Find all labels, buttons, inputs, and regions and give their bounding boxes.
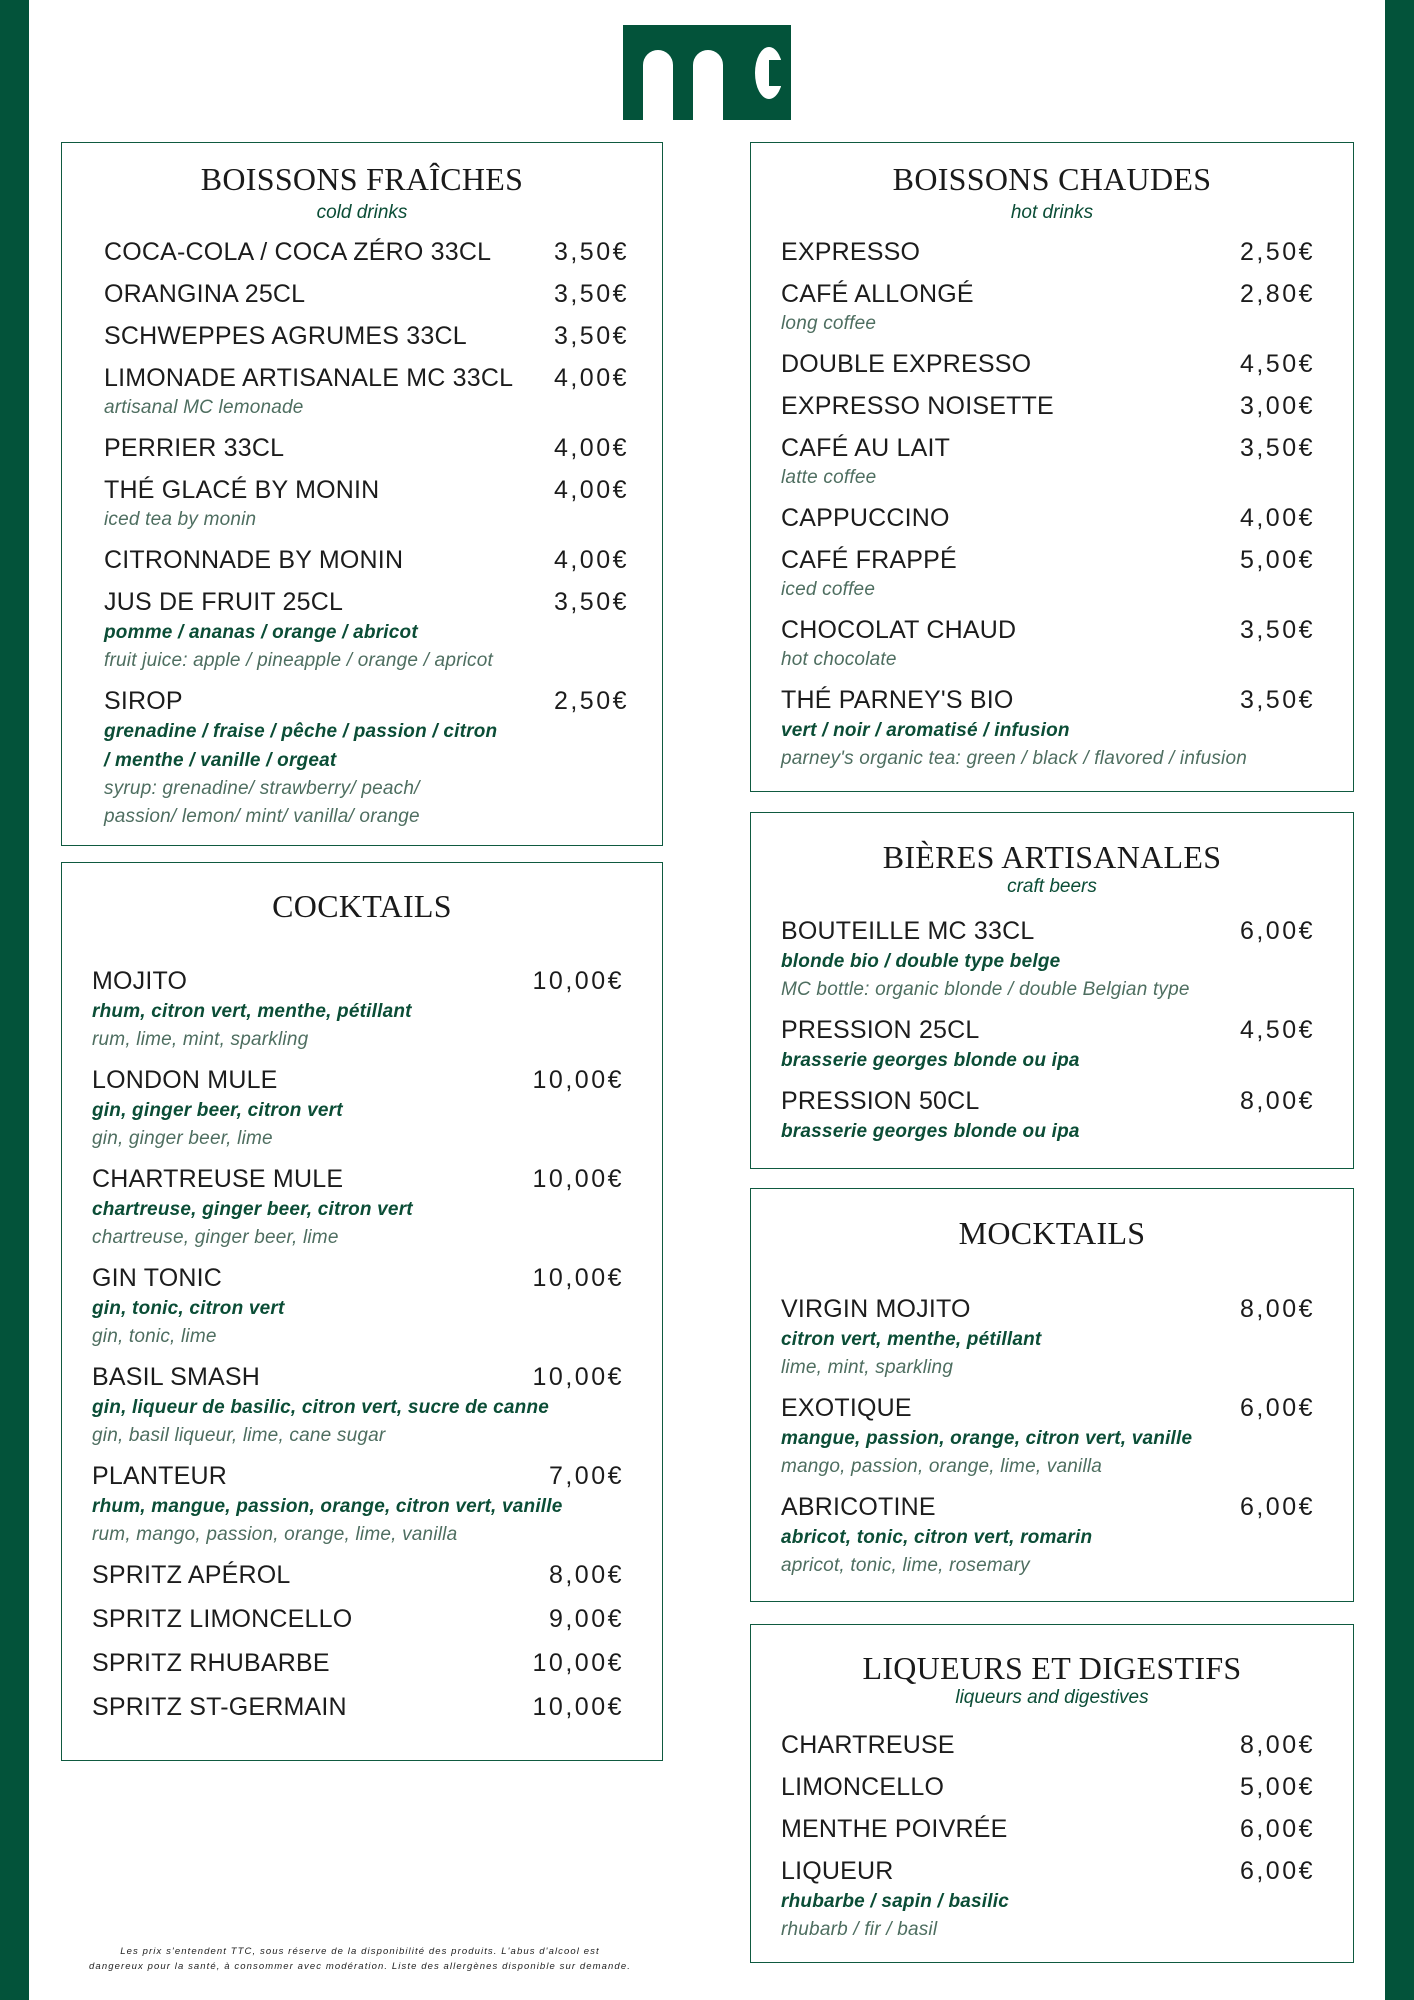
item-name: ORANGINA 25CL bbox=[104, 280, 306, 308]
menu-item bbox=[92, 1361, 624, 1450]
item-name: ABRICOTINE bbox=[781, 1493, 936, 1521]
item-price: 3,50€ bbox=[1239, 616, 1315, 644]
item-translation: iced tea by monin bbox=[104, 509, 257, 530]
item-ingredients: vert / noir / aromatisé / infusion bbox=[781, 720, 1070, 741]
item-translation: rum, lime, mint, sparkling bbox=[92, 1029, 309, 1050]
section-subtitle: cold drinks bbox=[316, 202, 408, 223]
item-price: 2,80€ bbox=[1239, 280, 1315, 308]
item-price: 3,50€ bbox=[1239, 434, 1315, 462]
menu-item bbox=[781, 1729, 1315, 1761]
menu-item bbox=[781, 614, 1315, 674]
menu-item bbox=[92, 1647, 624, 1679]
item-price: 3,50€ bbox=[553, 238, 629, 266]
item-name: PERRIER 33CL bbox=[104, 434, 285, 462]
menu-item bbox=[104, 278, 629, 310]
item-price: 4,00€ bbox=[553, 476, 629, 504]
item-price: 4,50€ bbox=[1239, 1016, 1315, 1044]
item-price: 3,00€ bbox=[1239, 392, 1315, 420]
menu-item bbox=[104, 474, 629, 534]
section-subtitle: hot drinks bbox=[1010, 202, 1094, 223]
item-translation: rum, mango, passion, orange, lime, vanilla bbox=[92, 1524, 458, 1545]
item-ingredients: gin, ginger beer, citron vert bbox=[92, 1100, 343, 1121]
section-cocktails bbox=[61, 862, 663, 1761]
item-translation: hot chocolate bbox=[781, 649, 897, 670]
section-craft-beers bbox=[750, 812, 1354, 1169]
footer-line: Les prix s'entendent TTC, sous réserve de la disponibilité des produits. L'abus d'alcool est bbox=[120, 1946, 600, 1957]
item-price: 8,00€ bbox=[548, 1561, 624, 1589]
item-price: 3,50€ bbox=[553, 588, 629, 616]
section-title: BIÈRES ARTISANALES bbox=[882, 839, 1222, 875]
item-name: SPRITZ RHUBARBE bbox=[92, 1649, 330, 1677]
item-name: EXPRESSO NOISETTE bbox=[781, 392, 1054, 420]
item-translation: fruit juice: apple / pineapple / orange / apricot bbox=[104, 650, 493, 671]
item-name: CHARTREUSE MULE bbox=[92, 1165, 344, 1193]
item-price: 3,50€ bbox=[553, 280, 629, 308]
item-name: PLANTEUR bbox=[92, 1462, 227, 1490]
item-name: EXPRESSO bbox=[781, 238, 921, 266]
menu-item bbox=[104, 236, 629, 268]
item-price: 2,50€ bbox=[553, 687, 629, 715]
section-title: COCKTAILS bbox=[272, 888, 452, 924]
menu-item bbox=[92, 1163, 624, 1252]
footer-line: dangereux pour la santé, à consommer avec modération. Liste des allergènes disponible sur demande. bbox=[89, 1961, 631, 1972]
item-ingredients: rhum, citron vert, menthe, pétillant bbox=[92, 1001, 412, 1022]
item-name: SIROP bbox=[104, 687, 183, 715]
item-name: VIRGIN MOJITO bbox=[781, 1295, 971, 1323]
item-name: BOUTEILLE MC 33CL bbox=[781, 917, 1035, 945]
item-translation: long coffee bbox=[781, 313, 877, 334]
menu-item bbox=[781, 1085, 1315, 1146]
section-title: MOCKTAILS bbox=[958, 1215, 1146, 1251]
item-ingredients: grenadine / fraise / pêche / passion / citron bbox=[104, 721, 498, 742]
item-price: 8,00€ bbox=[1239, 1087, 1315, 1115]
item-name: MENTHE POIVRÉE bbox=[781, 1815, 1008, 1843]
mc-logo bbox=[623, 25, 791, 120]
menu-item bbox=[781, 390, 1315, 422]
section-subtitle: liqueurs and digestives bbox=[955, 1687, 1149, 1708]
section-title: BOISSONS CHAUDES bbox=[892, 161, 1212, 197]
item-name: CHOCOLAT CHAUD bbox=[781, 616, 1017, 644]
item-price: 10,00€ bbox=[532, 1693, 624, 1721]
item-price: 6,00€ bbox=[1239, 917, 1315, 945]
item-name: CAFÉ AU LAIT bbox=[781, 434, 951, 462]
section-hot-drinks bbox=[750, 142, 1354, 792]
menu-item bbox=[781, 432, 1315, 492]
item-translation: apricot, tonic, lime, rosemary bbox=[781, 1555, 1030, 1576]
item-ingredients: gin, tonic, citron vert bbox=[92, 1298, 285, 1319]
item-translation: syrup: grenadine/ strawberry/ peach/ bbox=[104, 778, 420, 799]
section-title: LIQUEURS ET DIGESTIFS bbox=[862, 1650, 1242, 1686]
item-ingredients: mangue, passion, orange, citron vert, vanille bbox=[781, 1428, 1193, 1449]
item-ingredients: blonde bio / double type belge bbox=[781, 951, 1061, 972]
left-border-bar bbox=[0, 0, 29, 2000]
item-price: 6,00€ bbox=[1239, 1394, 1315, 1422]
item-name: LIMONCELLO bbox=[781, 1773, 945, 1801]
menu-item bbox=[92, 1262, 624, 1351]
section-cold-drinks bbox=[61, 142, 663, 846]
item-ingredients: rhubarbe / sapin / basilic bbox=[781, 1891, 1009, 1912]
item-price: 4,00€ bbox=[553, 546, 629, 574]
menu-item bbox=[104, 586, 629, 675]
menu-item bbox=[92, 1064, 624, 1153]
item-price: 4,00€ bbox=[553, 434, 629, 462]
item-name: PRESSION 50CL bbox=[781, 1087, 980, 1115]
item-name: LIQUEUR bbox=[781, 1857, 894, 1885]
menu-item bbox=[781, 1855, 1315, 1944]
item-name: THÉ GLACÉ BY MONIN bbox=[104, 476, 380, 504]
item-translation: passion/ lemon/ mint/ vanilla/ orange bbox=[104, 806, 420, 827]
item-price: 10,00€ bbox=[532, 1363, 624, 1391]
item-price: 4,00€ bbox=[1239, 504, 1315, 532]
item-name: SPRITZ LIMONCELLO bbox=[92, 1605, 353, 1633]
menu-item bbox=[104, 685, 629, 831]
item-translation: artisanal MC lemonade bbox=[104, 397, 304, 418]
item-ingredients: / menthe / vanille / orgeat bbox=[104, 750, 337, 771]
item-price: 3,50€ bbox=[553, 322, 629, 350]
menu-item bbox=[104, 362, 629, 422]
menu-item bbox=[781, 278, 1315, 338]
item-translation: lime, mint, sparkling bbox=[781, 1357, 954, 1378]
item-name: CAPPUCCINO bbox=[781, 504, 950, 532]
item-ingredients: gin, liqueur de basilic, citron vert, sucre de canne bbox=[92, 1397, 550, 1418]
item-price: 4,50€ bbox=[1239, 350, 1315, 378]
item-name: SPRITZ ST-GERMAIN bbox=[92, 1693, 347, 1721]
right-border-bar bbox=[1385, 0, 1414, 2000]
item-price: 6,00€ bbox=[1239, 1493, 1315, 1521]
item-price: 6,00€ bbox=[1239, 1857, 1315, 1885]
item-translation: iced coffee bbox=[781, 579, 876, 600]
item-translation: gin, ginger beer, lime bbox=[92, 1128, 273, 1149]
item-name: CAFÉ FRAPPÉ bbox=[781, 546, 957, 574]
item-name: SPRITZ APÉROL bbox=[92, 1561, 291, 1589]
menu-item bbox=[781, 1491, 1315, 1580]
menu-item bbox=[92, 965, 624, 1054]
item-ingredients: chartreuse, ginger beer, citron vert bbox=[92, 1199, 413, 1220]
item-translation: parney's organic tea: green / black / flavored / infusion bbox=[781, 748, 1248, 769]
item-name: LONDON MULE bbox=[92, 1066, 278, 1094]
item-price: 8,00€ bbox=[1239, 1295, 1315, 1323]
menu-item bbox=[781, 1771, 1315, 1803]
menu-item bbox=[92, 1691, 624, 1723]
item-translation: mango, passion, orange, lime, vanilla bbox=[781, 1456, 1103, 1477]
section-title: BOISSONS FRAÎCHES bbox=[200, 161, 524, 197]
menu-item bbox=[781, 502, 1315, 534]
item-translation: rhubarb / fir / basil bbox=[781, 1919, 938, 1940]
item-price: 2,50€ bbox=[1239, 238, 1315, 266]
item-price: 3,50€ bbox=[1239, 686, 1315, 714]
menu-item bbox=[104, 544, 629, 576]
menu-item bbox=[781, 544, 1315, 604]
item-price: 10,00€ bbox=[532, 1066, 624, 1094]
item-name: SCHWEPPES AGRUMES 33CL bbox=[104, 322, 467, 350]
item-name: JUS DE FRUIT 25CL bbox=[104, 588, 344, 616]
section-liqueurs bbox=[750, 1624, 1354, 1963]
menu-item bbox=[781, 915, 1315, 1004]
menu-item bbox=[104, 320, 629, 352]
item-ingredients: brasserie georges blonde ou ipa bbox=[781, 1050, 1080, 1071]
menu-item bbox=[781, 348, 1315, 380]
menu-item bbox=[781, 1813, 1315, 1845]
item-translation: gin, basil liqueur, lime, cane sugar bbox=[92, 1425, 386, 1446]
item-ingredients: pomme / ananas / orange / abricot bbox=[104, 622, 418, 643]
item-price: 10,00€ bbox=[532, 1649, 624, 1677]
item-price: 10,00€ bbox=[532, 967, 624, 995]
menu-item bbox=[781, 1392, 1315, 1481]
menu-item bbox=[92, 1460, 624, 1549]
section-subtitle: craft beers bbox=[1007, 876, 1097, 897]
menu-item bbox=[781, 1014, 1315, 1075]
item-name: DOUBLE EXPRESSO bbox=[781, 350, 1032, 378]
menu-item bbox=[781, 236, 1315, 268]
section-mocktails bbox=[750, 1188, 1354, 1602]
item-name: THÉ PARNEY'S BIO bbox=[781, 686, 1014, 714]
menu-item bbox=[781, 684, 1315, 773]
item-name: CITRONNADE BY MONIN bbox=[104, 546, 404, 574]
menu-item bbox=[92, 1603, 624, 1635]
menu-item bbox=[781, 1293, 1315, 1382]
item-price: 10,00€ bbox=[532, 1264, 624, 1292]
item-price: 5,00€ bbox=[1239, 1773, 1315, 1801]
item-ingredients: abricot, tonic, citron vert, romarin bbox=[781, 1527, 1093, 1548]
item-price: 5,00€ bbox=[1239, 546, 1315, 574]
item-price: 9,00€ bbox=[548, 1605, 624, 1633]
menu-item bbox=[92, 1559, 624, 1591]
item-price: 6,00€ bbox=[1239, 1815, 1315, 1843]
item-name: BASIL SMASH bbox=[92, 1363, 260, 1391]
item-name: PRESSION 25CL bbox=[781, 1016, 980, 1044]
item-price: 7,00€ bbox=[548, 1462, 624, 1490]
item-translation: MC bottle: organic blonde / double Belgian type bbox=[781, 979, 1190, 1000]
legal-footer bbox=[50, 1944, 670, 1974]
item-name: CHARTREUSE bbox=[781, 1731, 955, 1759]
item-name: COCA-COLA / COCA ZÉRO 33CL bbox=[104, 238, 492, 266]
item-price: 10,00€ bbox=[532, 1165, 624, 1193]
item-price: 4,00€ bbox=[553, 364, 629, 392]
item-translation: chartreuse, ginger beer, lime bbox=[92, 1227, 339, 1248]
item-price: 8,00€ bbox=[1239, 1731, 1315, 1759]
menu-item bbox=[104, 432, 629, 464]
item-ingredients: citron vert, menthe, pétillant bbox=[781, 1329, 1042, 1350]
item-translation: gin, tonic, lime bbox=[92, 1326, 217, 1347]
item-name: GIN TONIC bbox=[92, 1264, 223, 1292]
item-name: CAFÉ ALLONGÉ bbox=[781, 280, 974, 308]
item-name: EXOTIQUE bbox=[781, 1394, 912, 1422]
item-ingredients: brasserie georges blonde ou ipa bbox=[781, 1121, 1080, 1142]
item-ingredients: rhum, mangue, passion, orange, citron vert, vanille bbox=[92, 1496, 563, 1517]
item-name: MOJITO bbox=[92, 967, 188, 995]
item-translation: latte coffee bbox=[781, 467, 877, 488]
item-name: LIMONADE ARTISANALE MC 33CL bbox=[104, 364, 514, 392]
